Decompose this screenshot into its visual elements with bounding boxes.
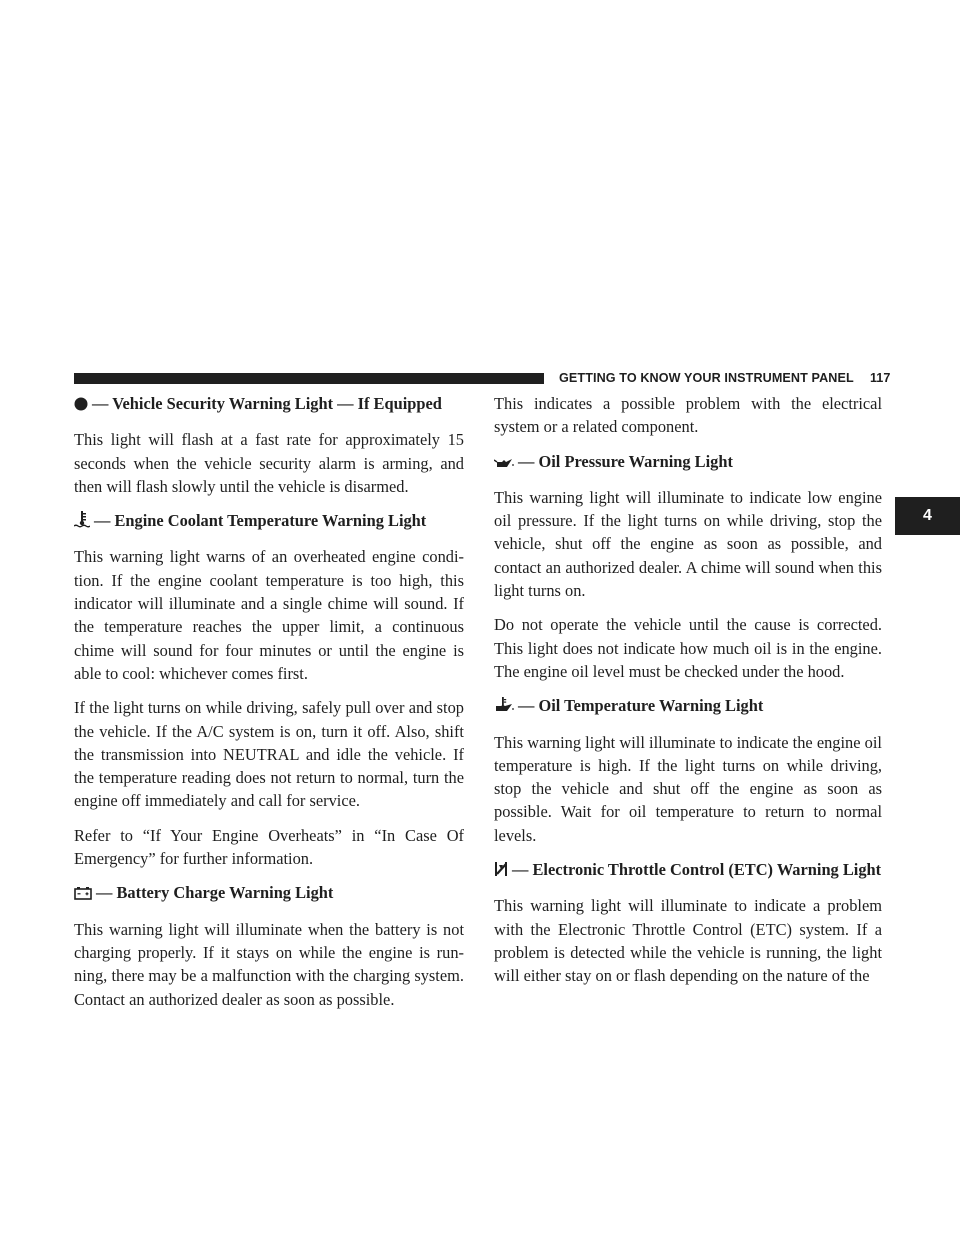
etc-heading (494, 858, 882, 883)
battery-icon (74, 883, 92, 906)
oil-pressure-paragraph-2: Do not operate the vehicle until the cause is corrected. This light does not indicate how much oil is in the engine. The engine oil level must be checked under the hood. (494, 615, 882, 681)
battery-continued-paragraph: This indicates a possible problem with the electrical system or a related component. (494, 394, 882, 437)
security-paragraph: This light will flash at a fast rate for approximately 15 seconds when the vehicle security alarm is arming, and then will flash slowly until the vehicle is disarmed. (74, 430, 464, 496)
battery-heading-text: — Battery Charge Warning Light (96, 883, 334, 903)
oil-pressure-heading-text: — Oil Pressure Warning Light (518, 451, 733, 471)
header-rule (74, 373, 544, 384)
oil-pressure-heading (494, 450, 882, 475)
left-column (74, 392, 464, 1022)
security-heading (74, 392, 464, 417)
oil-pressure-paragraph-1: This warning light will illuminate to indicate low engine oil pressure. If the light turns on while driving, stop the vehicle, shut off the engine as soon as possible, and contact an authorized dealer. A chime will sound when this light turns on. (494, 487, 882, 601)
coolant-paragraph-2: If the light turns on while driving, safely pull over and stop the vehicle. If the A/C system is on, turn it off. Also, shift the transmission into NEUTRAL and idle the vehicle. If the temperature reading does not return to normal, turn the engine off immediately and call for service. (74, 698, 464, 811)
oil-temperature-heading (494, 694, 882, 719)
page-number: 117 (870, 371, 891, 385)
battery-paragraph: This warning light will illuminate when the battery is not charging properly. If it stays on while the engine is run-ning, there may be a malfunction with the charging system. Contact an authorized dealer as soon as possible. (74, 919, 464, 1009)
coolant-heading-text: — Engine Coolant Temperature Warning Light (94, 511, 427, 531)
battery-heading (74, 881, 464, 906)
throttle-control-icon (494, 860, 508, 883)
header-title: GETTING TO KNOW YOUR INSTRUMENT PANEL (559, 371, 854, 385)
oil-temperature-paragraph: This warning light will illuminate to indicate the engine oil temperature is high. If the light turns on while driving, stop the vehicle and shut off the engine as soon as possible. Wait for oil temperature to return to normal levels. (494, 732, 882, 845)
chapter-tab: 4 (895, 497, 960, 535)
coolant-paragraph-3: Refer to “If Your Engine Overheats” in “In Case Of Emergency” for further information. (74, 825, 464, 869)
security-heading-text: — Vehicle Security Warning Light — If Equipped (92, 394, 442, 413)
etc-paragraph: This warning light will illuminate to indicate a problem with the Electronic Throttle Control (ETC) system. If a problem is detected while the vehicle is running, the light will either stay on or flash depending on the nature of the (494, 896, 882, 986)
coolant-temperature-icon (74, 510, 90, 534)
page-header (74, 368, 960, 388)
vehicle-security-icon (74, 394, 88, 417)
oil-temperature-heading-text: — Oil Temperature Warning Light (518, 696, 764, 716)
coolant-heading (74, 509, 464, 534)
right-column (494, 392, 882, 999)
coolant-paragraph-1: This warning light warns of an overheated engine condi-tion. If the engine coolant temperature is too high, this indicator will illuminate and a single chime will sound. If the temperature reaches the upper limit, a continuous chime will sound for four minutes or until the engine is able to cool: whichever comes first. (74, 547, 464, 683)
oil-temperature-icon (494, 696, 514, 719)
oil-can-icon (494, 452, 514, 475)
etc-heading-text: — Electronic Throttle Control (ETC) Warning Light (512, 860, 882, 880)
